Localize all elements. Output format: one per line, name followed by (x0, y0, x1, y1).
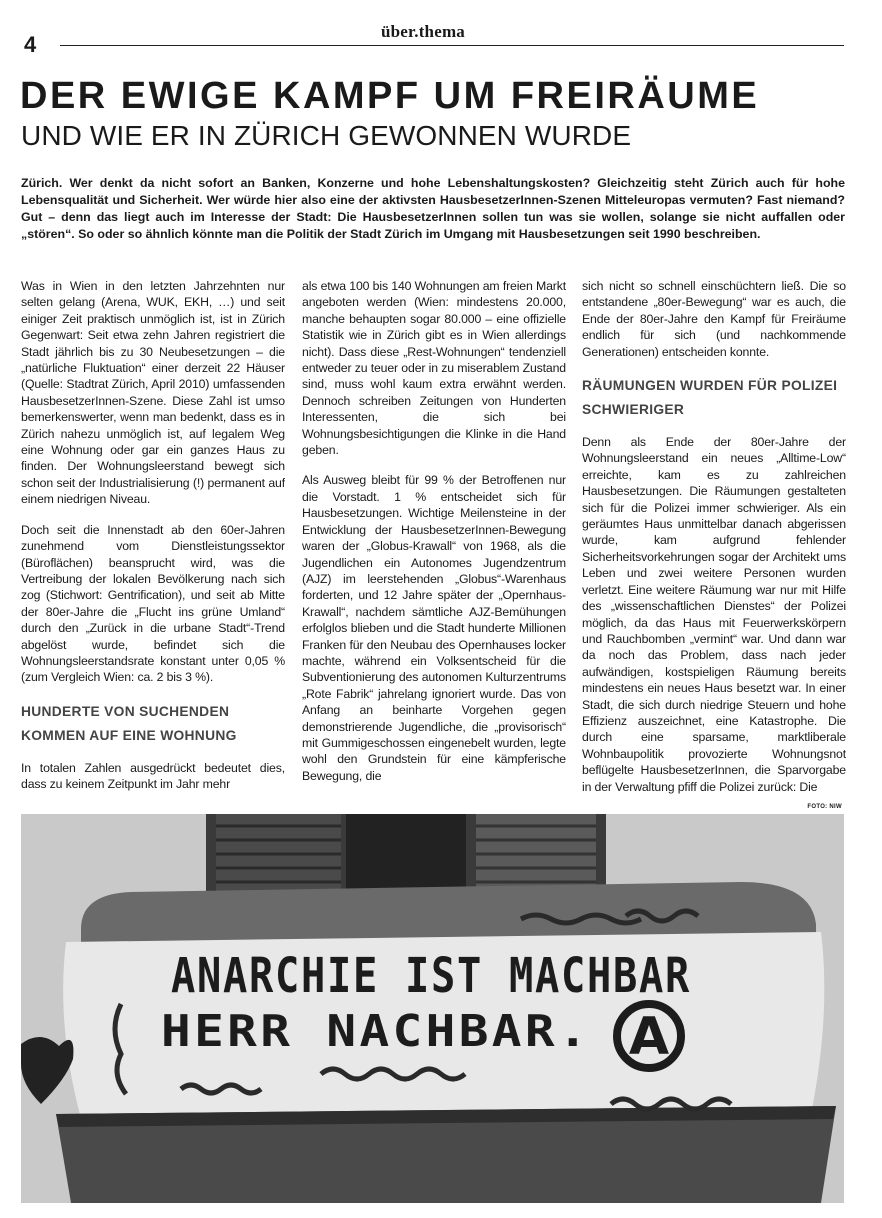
paragraph: Doch seit die Innenstadt ab den 60er-Jahren zunehmend vom Dienstleistungssektor (Büroflächen) beansprucht wird, was die Vertreibung der lokalen Bevölkerung nach sich zog (Stichwort: Gentrification), und seit ab Mitte der 80er-Jahre die „Flucht ins grüne Umland“ durch den „Zurück in die urbane Stadt“-Trend abgelöst wurde, befindet sich die Wohnungsleerstandsrate konstant unter 0,05 % (zum Vergleich Wien: ca. 2 bis 3 %). (21, 522, 285, 685)
article-subheadline: UND WIE ER IN ZÜRICH GEWONNEN WURDE (21, 120, 632, 151)
article-lead: Zürich. Wer denkt da nicht sofort an Banken, Konzerne und hohe Lebenshaltungskosten? Gleichzeitig steht Zürich auch für hohe Lebensqualität und Sicherheit. Wer würde hier also eine der aktivsten HausbesetzerInnen-Szenen Mitteleuropas vermuten? Fast niemand? Gut – denn das liegt auch im Interesse der Stadt: Die HausbesetzerInnen sollen tun was sie wollen, solange sie nicht auffallen oder „stören“. So oder so ähnlich könnte man die Politik der Stadt Zürich im Umgang mit Hausbesetzungen seit 1990 beschreiben. (21, 176, 845, 241)
section-heading: RÄUMUNGEN WURDEN FÜR POLIZEI SCHWIERIGER (582, 378, 838, 418)
header-rule (60, 45, 844, 46)
anarchy-symbol-letter: A (628, 1007, 670, 1067)
page-number: 4 (24, 32, 37, 57)
graffiti-line-1: ANARCHIE IST MACHBAR (171, 948, 691, 1004)
section-label: über.thema (377, 22, 469, 42)
graffiti-line-2: HERR NACHBAR. (161, 1006, 591, 1057)
article-column-1 (21, 278, 285, 798)
article-column-3 (582, 278, 846, 798)
paragraph: als etwa 100 bis 140 Wohnungen am freien Markt angeboten werden (Wien: mindestens 20.000, manche behaupten sogar 80.000 – eine offizielle Statistik wie in Zürich gibt es in Wien allerdings nicht). Dass diese „Rest-Wohnungen“ tendenziell entweder zu teuer oder in zu miserablem Zustand sind, muss wohl kaum extra erwähnt werden. Dennoch schreiben Zeitungen von Hunderten Interessenten, die sich bei Wohnungsbesichtigungen die Klinke in die Hand geben. (302, 279, 566, 458)
paragraph: Was in Wien in den letzten Jahrzehnten nur selten gelang (Arena, WUK, EKH, …) und seit einiger Zeit praktisch unmöglich ist, ist in Zürich Gegenwart: Seit etwa zehn Jahren registriert die Stadt jährlich bis zu 30 Neubesetzungen – die „natürliche Fluktuation“ einer derzeit 22 Häuser (Quelle: Stadtrat Zürich, April 2010) umfassenden HausbesetzerInnen-Szene. Diese Zahl ist umso bemerkenswerter, wenn man bedenkt, dass es in Zürich nahezu unmöglich ist, auf legalem Weg eine Wohnung oder gar ein ganzes Haus zu finden. Der Wohnungsleerstand bewegt sich schon seit der Industrialisierung (!) permanent auf einem niedrigen Niveau. (21, 279, 285, 507)
article-column-2 (302, 278, 566, 798)
paragraph: Als Ausweg bleibt für 99 % der Betroffenen nur die Vorstadt. 1 % entscheidet sich für Hausbesetzungen. Wichtige Meilensteine in der Entwicklung der HausbesetzerInnen-Bewegung waren der „Globus-Krawall“ von 1968, als die Jugendlichen ein Autonomes Jugendzentrum (AJZ) im leerstehenden „Globus“-Warenhaus forderten, und 12 Jahre später der „Opernhaus-Krawall“, nachdem sämtliche AJZ-Bemühungen erfolglos blieben und die Stadt hunderte Millionen Franken für den Neubau des Opernhauses locker machte, während ein Volksentscheid für die Subventionierung des autonomen Kulturzentrums „Rote Fabrik“ jahrelang ignoriert wurde. Das von Anfang an beinharte Vorgehen gegen demonstrierende Jugendliche, die „provisorisch“ mit Gummigeschossen eingenebelt wurden, legte wohl den Grundstein für eine kämpferische Bewegung, die (302, 473, 566, 783)
photo-credit: FOTO: NIW (807, 804, 842, 810)
paragraph: Denn als Ende der 80er-Jahre der Wohnungsleerstand ein neues „Alltime-Low“ erreichte, kam es zu zahlreichen Hausbesetzungen. Die Räumungen gestalteten sich für die Polizei immer schwieriger. Als ein geräumtes Haus unmittelbar danach abgerissen wurde, kam aufgrund fehlender Sicherheitsvorkehrungen sogar der Architekt ums Leben und zwei weitere Personen wurden verletzt. Eine weitere Räumung war nur mit Hilfe des „wissenschaftlichen Dienstes“ der Polizei möglich, da das Haus mit Feuerwerkskörpern und Rauchbomben „vermint“ war. Und dann war da noch das Problem, dass nach jeder aufwändigen, kostspieligen Räumung bereits mindestens ein neues Haus besetzt war. In einer Stadt, die sich durch niedrige Steuern und hohe Effizienz auszeichnet, eine Katastrophe. Die durch eine sparsame, marktliberale Wohnbaupolitik provozierte Wohnungsnot beflügelte HausbesetzerInnen, die Sparvorgabe in der Verwaltung pfiff die Polizei zurück: Die (582, 435, 846, 794)
section-heading: HUNDERTE VON SUCHENDEN KOMMEN AUF EINE WOHNUNG (21, 703, 237, 743)
balcony-graffiti-photo (21, 814, 844, 1203)
paragraph: In totalen Zahlen ausgedrückt bedeutet dies, dass zu keinem Zeitpunkt im Jahr mehr (21, 760, 285, 792)
paragraph: sich nicht so schnell einschüchtern ließ. Die so entstandene „80er-Bewegung“ war es auch, die Ende der 80er-Jahre den Kampf für Freiräume endlich für sich (und nachkommende Generationen) entscheiden konnte. (582, 279, 846, 359)
article-headline: DER EWIGE KAMPF UM FREIRÄUME (20, 75, 760, 117)
